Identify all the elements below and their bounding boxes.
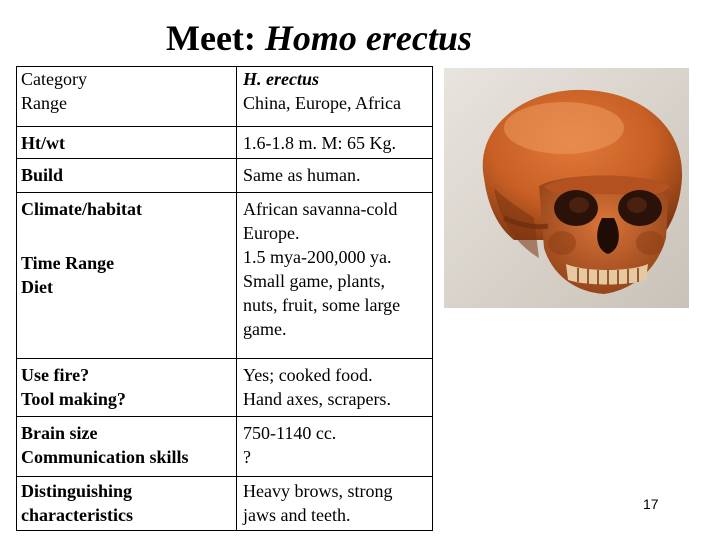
- table-row: [17, 359, 433, 417]
- row-label-cell: [17, 127, 237, 159]
- row-value-cell: [237, 159, 433, 193]
- homo-erectus-skull-photo: [444, 68, 689, 308]
- value-diet-2: nuts, fruit, some large: [243, 295, 401, 315]
- value-use-fire: Yes; cooked food.: [243, 365, 373, 385]
- label-characteristics: characteristics: [21, 505, 133, 525]
- label-ht-wt: Ht/wt: [21, 133, 65, 153]
- value-climate-1: African savanna-cold: [243, 199, 398, 219]
- table-row: [17, 193, 433, 359]
- value-communication-skills: ?: [243, 447, 251, 467]
- label-distinguishing: Distinguishing: [21, 481, 133, 501]
- table-row: [17, 127, 433, 159]
- label-brain-size: Brain size: [21, 423, 98, 443]
- title-species: Homo erectus: [264, 18, 472, 58]
- table-row: [17, 67, 433, 127]
- value-distinguishing-2: jaws and teeth.: [243, 505, 351, 525]
- label-tool-making: Tool making?: [21, 389, 126, 409]
- row-value-cell: [237, 417, 433, 477]
- label-use-fire: Use fire?: [21, 365, 90, 385]
- label-time-range: Time Range: [21, 253, 115, 273]
- value-ht-wt: 1.6-1.8 m. M: 65 Kg.: [243, 133, 396, 153]
- label-communication-skills: Communication skills: [21, 447, 189, 467]
- page-number: 17: [643, 496, 659, 512]
- row-value-cell: [237, 127, 433, 159]
- row-value-cell: [237, 193, 433, 359]
- table-row: [17, 477, 433, 531]
- row-value-cell: [237, 67, 433, 127]
- label-build: Build: [21, 165, 64, 185]
- species-facts-table: [16, 66, 433, 531]
- row-label-cell: [17, 159, 237, 193]
- value-diet-3: game.: [243, 319, 287, 339]
- value-time-range: 1.5 mya-200,000 ya.: [243, 247, 392, 267]
- slide-title: [166, 14, 472, 62]
- row-label-cell: [17, 67, 237, 127]
- row-value-cell: [237, 359, 433, 417]
- label-range: Range: [21, 93, 67, 113]
- row-label-cell: [17, 193, 237, 359]
- value-climate-2: Europe.: [243, 223, 300, 243]
- label-climate-habitat: Climate/habitat: [21, 199, 142, 219]
- value-diet-1: Small game, plants,: [243, 271, 385, 291]
- value-tool-making: Hand axes, scrapers.: [243, 389, 391, 409]
- row-value-cell: [237, 477, 433, 531]
- value-distinguishing-1: Heavy brows, strong: [243, 481, 393, 501]
- value-category: H. erectus: [243, 69, 319, 89]
- value-range: China, Europe, Africa: [243, 93, 401, 113]
- label-diet: Diet: [21, 277, 53, 297]
- skull-illustration: [444, 68, 689, 308]
- row-label-cell: [17, 359, 237, 417]
- label-category: Category: [21, 69, 87, 89]
- row-label-cell: [17, 477, 237, 531]
- value-brain-size: 750-1140 cc.: [243, 423, 337, 443]
- table-row: [17, 417, 433, 477]
- value-build: Same as human.: [243, 165, 361, 185]
- title-prefix: Meet:: [166, 18, 265, 58]
- row-label-cell: [17, 417, 237, 477]
- table-row: [17, 159, 433, 193]
